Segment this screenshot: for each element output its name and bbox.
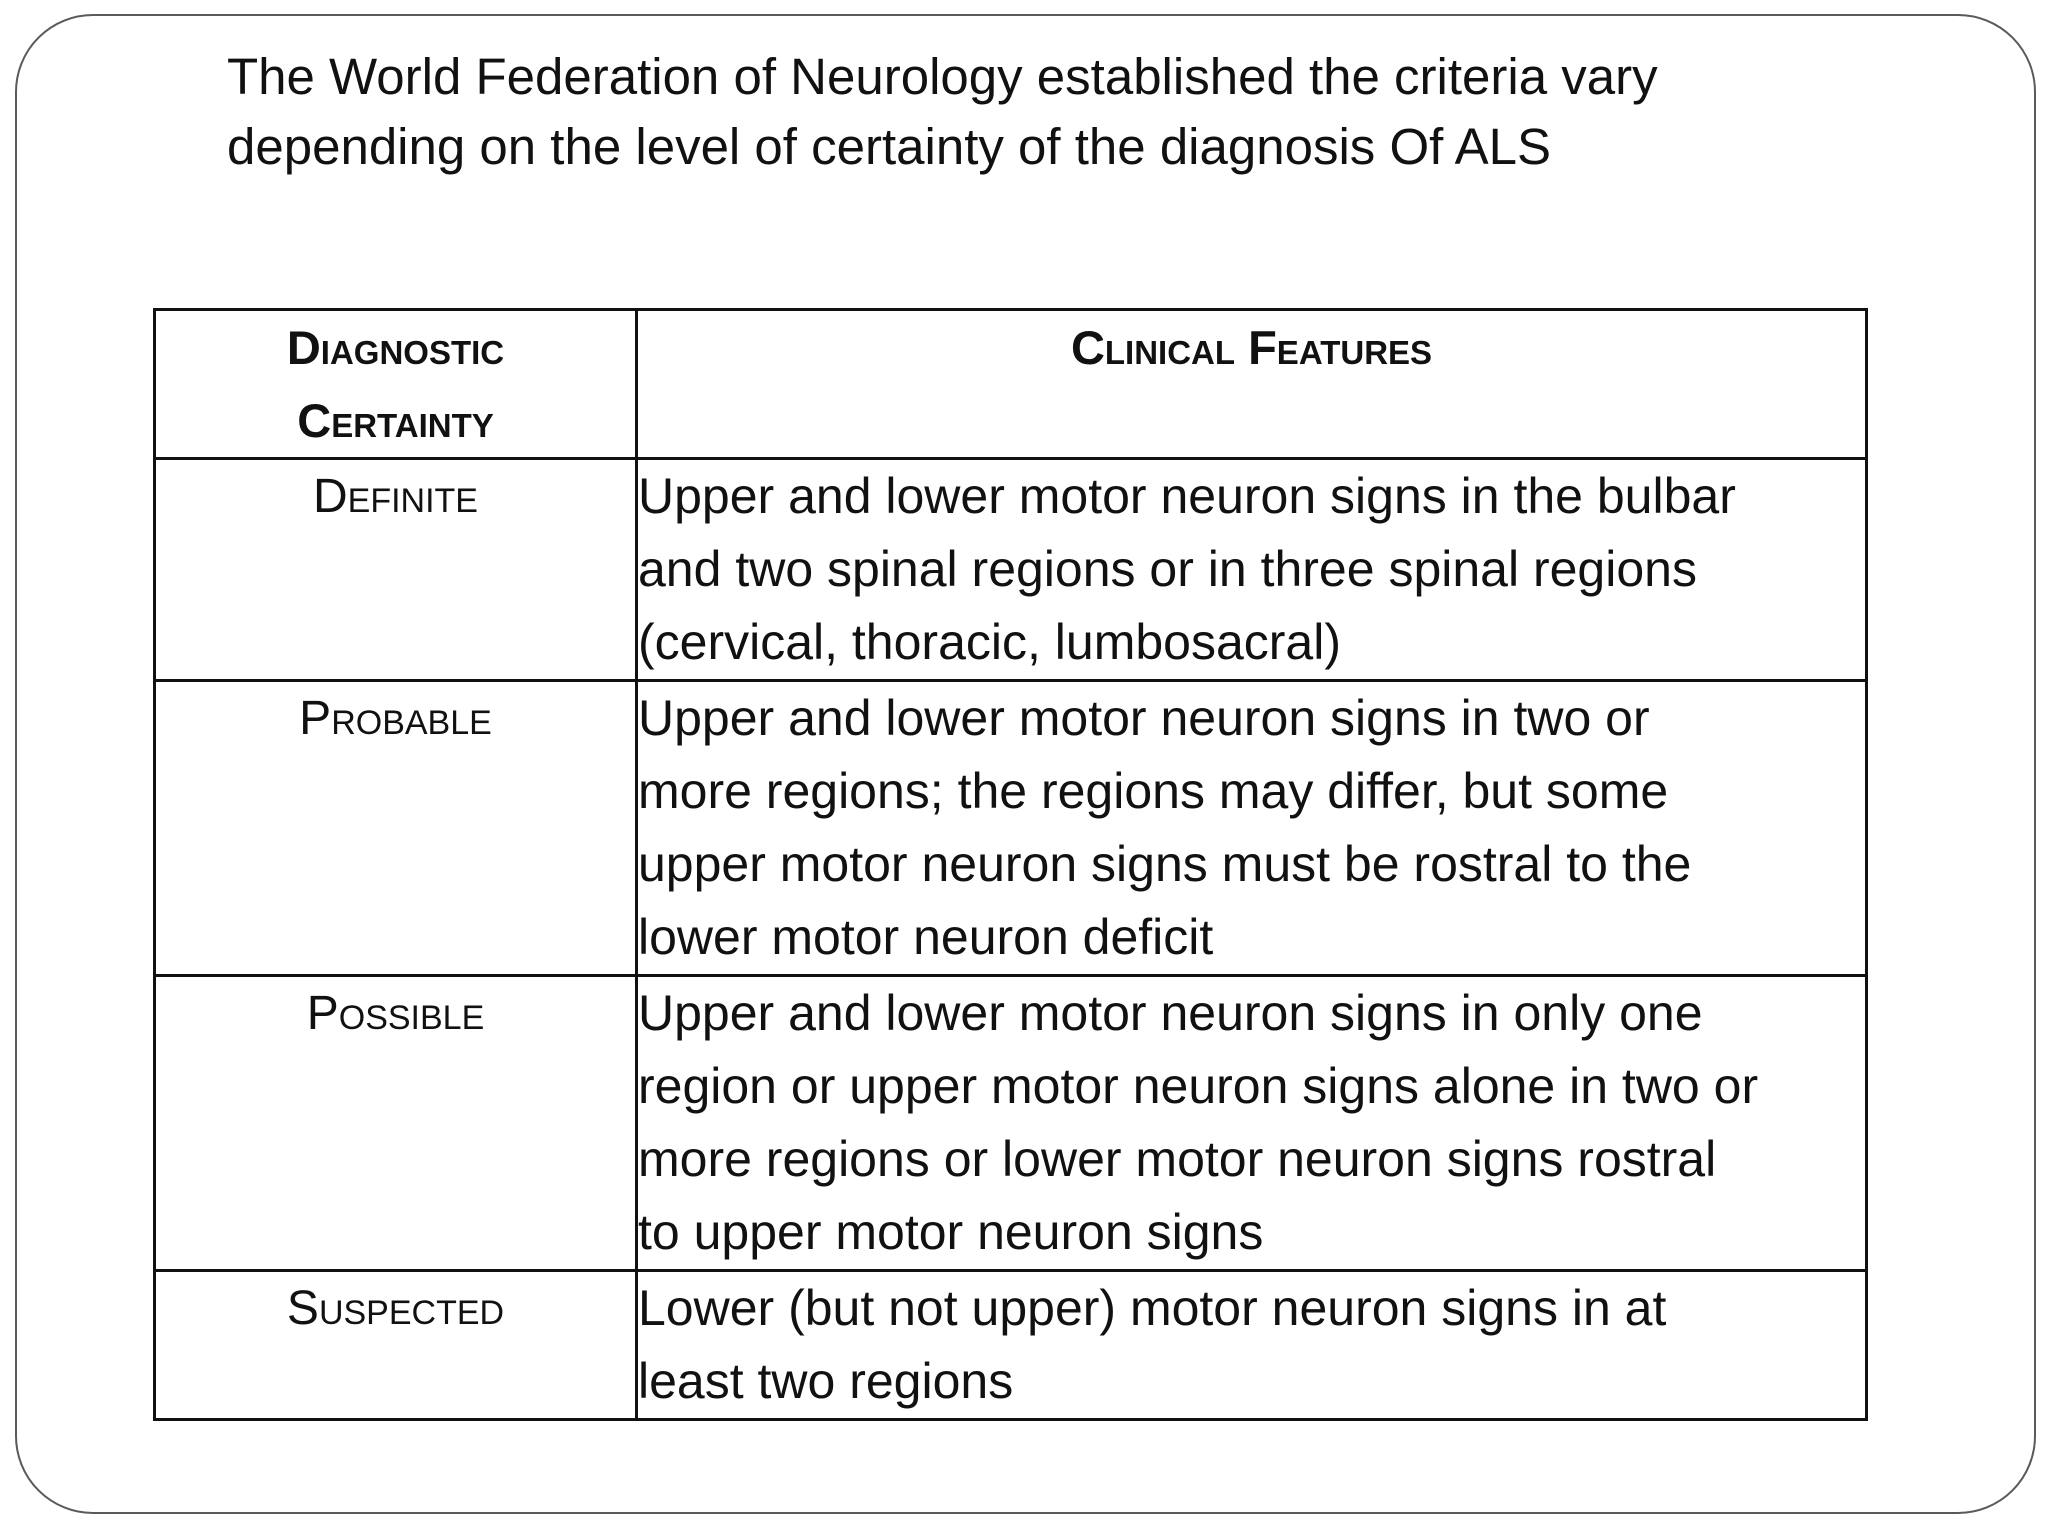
feature-line: Upper and lower motor neuron signs in only one: [638, 985, 1703, 1041]
feature-line: Lower (but not upper) motor neuron signs in at: [638, 1280, 1667, 1336]
clinical-feature: [637, 976, 1867, 1271]
header-clinical-features: Clinical Features: [637, 310, 1867, 459]
table-row: [155, 1271, 1867, 1420]
clinical-feature: [637, 459, 1867, 681]
feature-line: (cervical, thoracic, lumbosacral): [638, 614, 1341, 670]
table-header-row: [155, 310, 1867, 459]
feature-line: upper motor neuron signs must be rostral to the: [638, 836, 1692, 892]
feature-line: lower motor neuron deficit: [638, 909, 1214, 965]
table-row: [155, 976, 1867, 1271]
certainty-level: Possible: [155, 976, 637, 1271]
header-certainty-line-1: Diagnostic: [286, 321, 505, 374]
feature-line: more regions; the regions may differ, but some: [638, 763, 1669, 819]
feature-line: Upper and lower motor neuron signs in two or: [638, 690, 1650, 746]
clinical-feature: [637, 1271, 1867, 1420]
feature-line: to upper motor neuron signs: [638, 1204, 1264, 1260]
certainty-level: Probable: [155, 681, 637, 976]
certainty-level: Suspected: [155, 1271, 637, 1420]
feature-line: least two regions: [638, 1353, 1014, 1409]
header-certainty-line-2: Certainty: [297, 394, 494, 447]
intro-line-2: depending on the level of certainty of the diagnosis Of ALS: [227, 118, 1552, 175]
feature-line: more regions or lower motor neuron signs rostral: [638, 1131, 1717, 1187]
table-row: [155, 459, 1867, 681]
slide-intro-text: [227, 42, 1827, 182]
table-row: [155, 681, 1867, 976]
certainty-level: Definite: [155, 459, 637, 681]
intro-line-1: The World Federation of Neurology established the criteria vary: [227, 48, 1658, 105]
feature-line: and two spinal regions or in three spinal regions: [638, 541, 1697, 597]
feature-line: Upper and lower motor neuron signs in the bulbar: [638, 468, 1736, 524]
diagnostic-criteria-table: [153, 308, 1868, 1421]
feature-line: region or upper motor neuron signs alone in two or: [638, 1058, 1759, 1114]
header-diagnostic-certainty: [155, 310, 637, 459]
clinical-feature: [637, 681, 1867, 976]
